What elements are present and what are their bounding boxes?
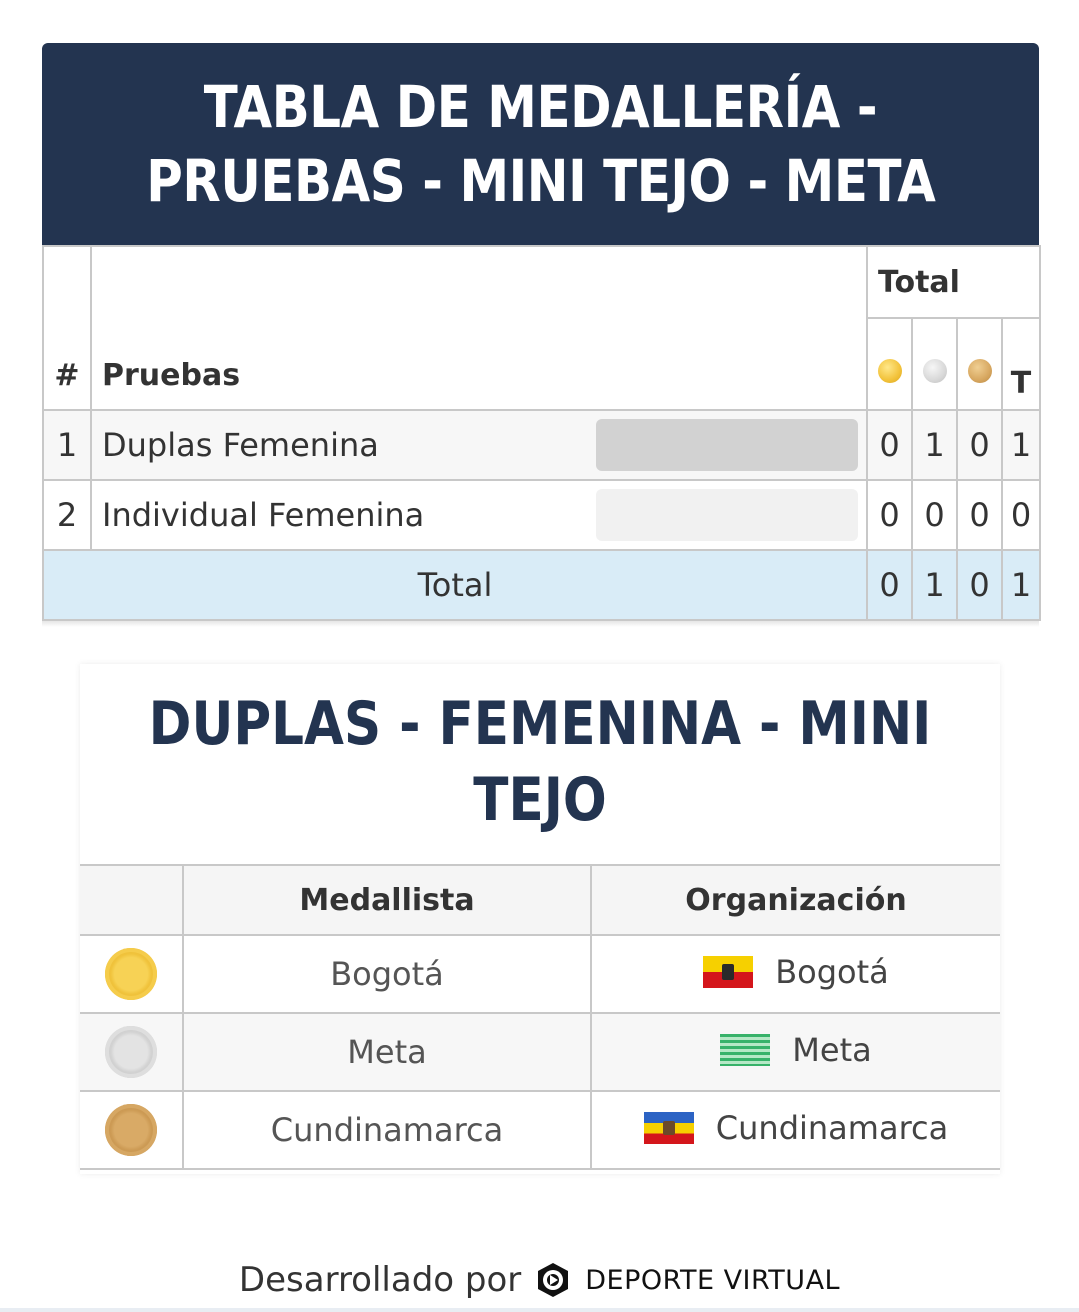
winners-table bbox=[80, 864, 1000, 1170]
header-total: Total bbox=[867, 246, 1040, 318]
header-t: T bbox=[1002, 318, 1040, 410]
meta-flag-icon bbox=[720, 1034, 770, 1066]
organization-name: Cundinamarca bbox=[715, 1108, 949, 1147]
header-medallist: Medallista bbox=[183, 865, 591, 935]
event-title-line2: TEJO bbox=[473, 765, 607, 835]
gold-count: 0 bbox=[867, 480, 912, 550]
organization-name: Bogotá bbox=[775, 952, 889, 991]
header-gold bbox=[867, 318, 912, 410]
silver-medal-icon bbox=[105, 1026, 157, 1078]
table-divider bbox=[42, 621, 1039, 627]
footer bbox=[0, 1255, 1079, 1305]
header-number: # bbox=[43, 246, 91, 410]
silver-total: 1 bbox=[912, 550, 957, 620]
table-row[interactable] bbox=[43, 410, 1040, 480]
event-name-link[interactable]: Individual Femenina bbox=[102, 496, 425, 534]
header-pruebas: Pruebas bbox=[91, 246, 867, 410]
total-count: 1 bbox=[1002, 410, 1040, 480]
row-number: 1 bbox=[43, 410, 91, 480]
bronze-total: 0 bbox=[957, 550, 1002, 620]
event-name-link[interactable]: Duplas Femenina bbox=[102, 426, 379, 464]
medal-progress-bar bbox=[596, 419, 858, 471]
row-number: 2 bbox=[43, 480, 91, 550]
developed-by-text: Desarrollado por bbox=[238, 1260, 522, 1300]
brand-link[interactable]: DEPORTE VIRTUAL bbox=[585, 1264, 841, 1296]
bronze-count: 0 bbox=[957, 410, 1002, 480]
medallist-name: Meta bbox=[183, 1013, 591, 1091]
grand-total: 1 bbox=[1002, 550, 1040, 620]
medallist-name: Bogotá bbox=[183, 935, 591, 1013]
bogota-flag-icon bbox=[703, 956, 753, 988]
medallist-name: Cundinamarca bbox=[183, 1091, 591, 1169]
cundinamarca-flag-icon bbox=[644, 1112, 694, 1144]
totals-label: Total bbox=[43, 550, 867, 620]
medal-table bbox=[42, 245, 1041, 621]
medal-progress-fill bbox=[596, 419, 858, 471]
gold-total: 0 bbox=[867, 550, 912, 620]
header-bronze bbox=[957, 318, 1002, 410]
medal-table-title-line1: TABLA DE MEDALLERÍA - bbox=[203, 73, 878, 141]
gold-medal-icon bbox=[878, 359, 902, 383]
header-organization: Organización bbox=[591, 865, 1000, 935]
medal-table-title-line2: PRUEBAS - MINI TEJO - META bbox=[145, 147, 936, 215]
silver-count: 0 bbox=[912, 480, 957, 550]
gold-medal-icon bbox=[105, 948, 157, 1000]
silver-medal-icon bbox=[923, 359, 947, 383]
table-row bbox=[80, 1013, 1000, 1091]
medal-progress-bar bbox=[596, 489, 858, 541]
event-title bbox=[80, 686, 1000, 846]
winners-header-row bbox=[80, 865, 1000, 935]
event-results-card bbox=[80, 664, 1000, 1174]
totals-row bbox=[43, 550, 1040, 620]
organization-name: Meta bbox=[792, 1030, 872, 1069]
table-row bbox=[80, 935, 1000, 1013]
event-title-line1: DUPLAS - FEMENINA - MINI bbox=[148, 689, 932, 759]
bronze-medal-icon bbox=[968, 359, 992, 383]
bronze-medal-icon bbox=[105, 1104, 157, 1156]
total-count: 0 bbox=[1002, 480, 1040, 550]
bronze-count: 0 bbox=[957, 480, 1002, 550]
header-silver bbox=[912, 318, 957, 410]
silver-count: 1 bbox=[912, 410, 957, 480]
table-row[interactable] bbox=[43, 480, 1040, 550]
medal-table-section bbox=[42, 43, 1039, 627]
gold-count: 0 bbox=[867, 410, 912, 480]
footer-border bbox=[0, 1308, 1079, 1312]
medal-table-title bbox=[42, 43, 1039, 245]
deporte-virtual-logo-icon[interactable] bbox=[533, 1260, 573, 1300]
header-medal bbox=[80, 865, 183, 935]
table-row bbox=[80, 1091, 1000, 1169]
